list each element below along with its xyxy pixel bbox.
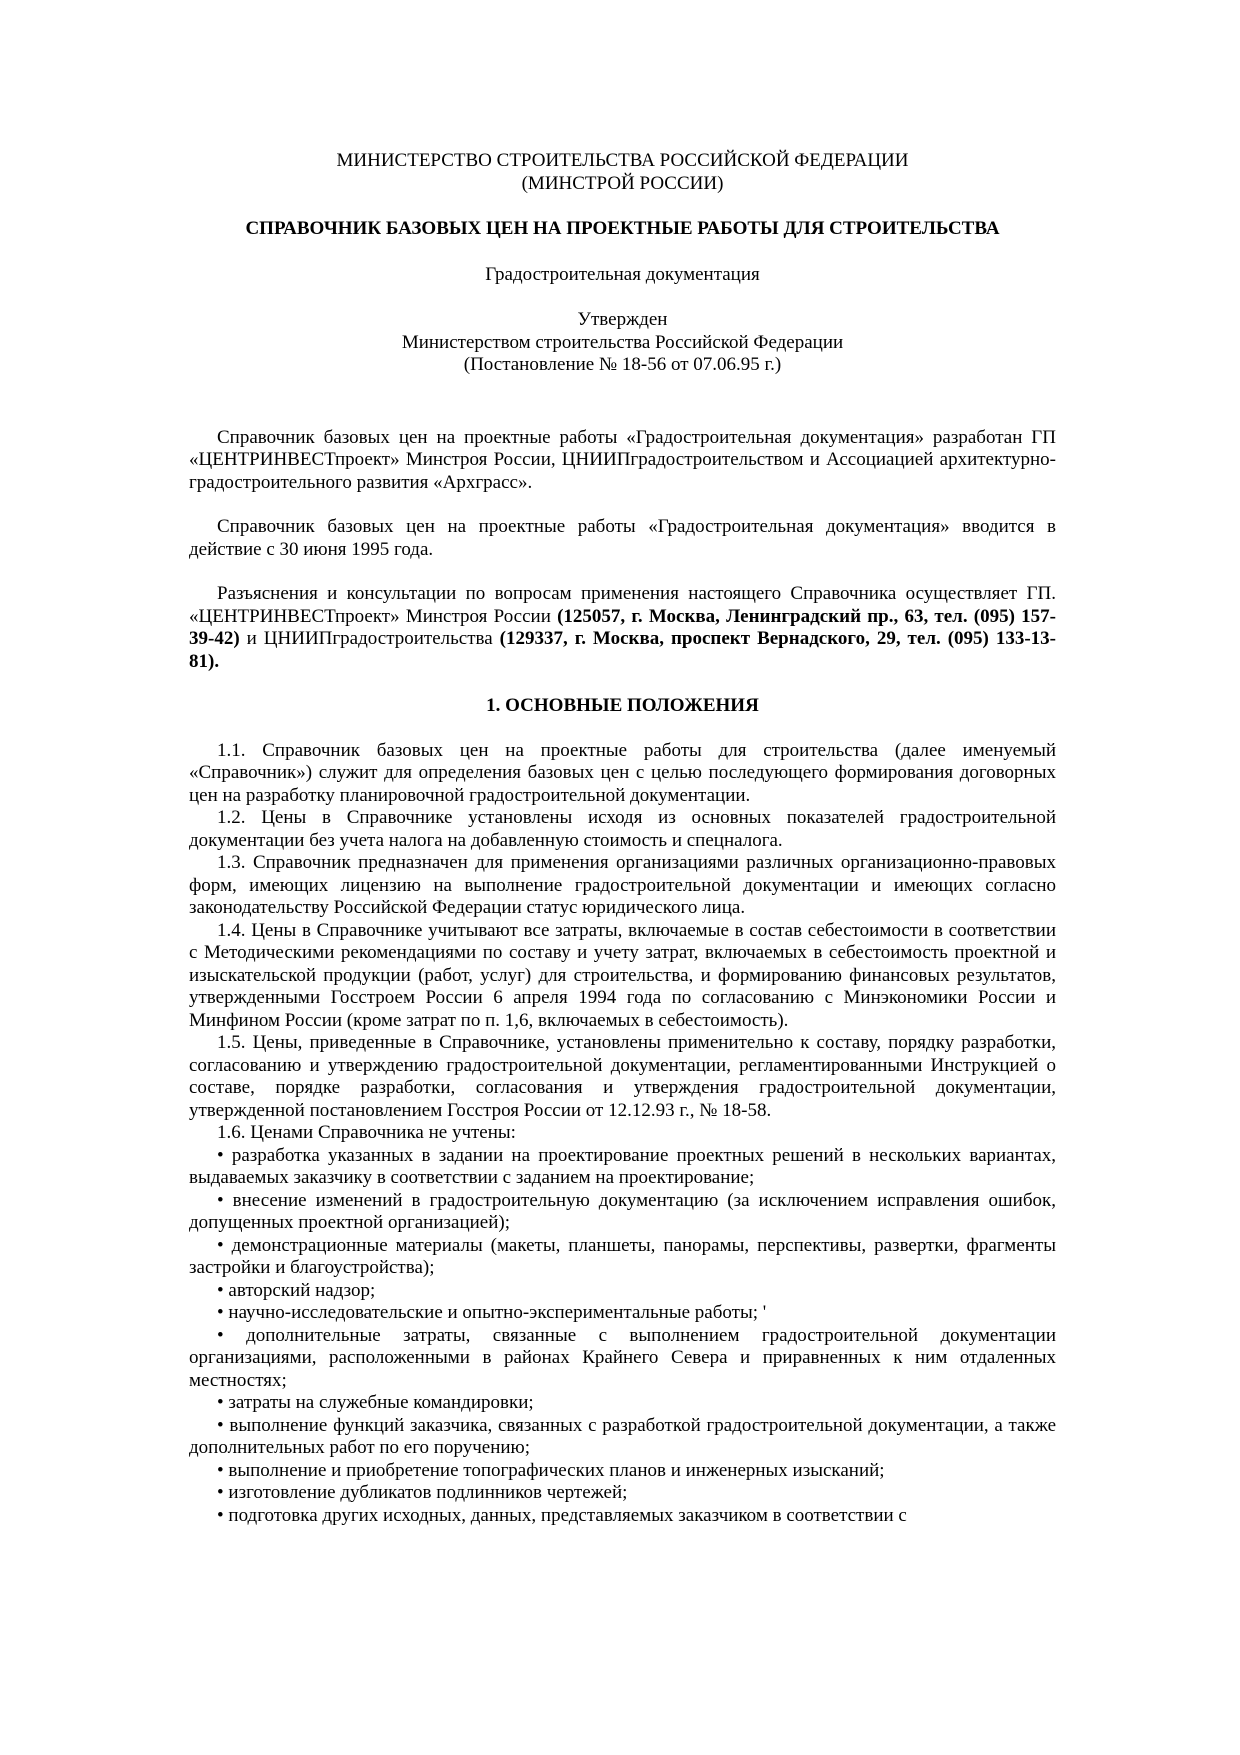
list-item: • подготовка других исходных, данных, представляемых заказчиком в соответствии с bbox=[217, 1504, 907, 1526]
list-item: • затраты на служебные командировки; bbox=[217, 1392, 534, 1413]
contacts-address-1: (125057, г. Москва, Ленинградский пр., 63, тел. (095) 157-39-42) bbox=[189, 605, 1056, 649]
list-item: • авторский надзор; bbox=[217, 1279, 376, 1301]
section-body bbox=[189, 740, 1056, 1528]
approval-line: Министерством строительства Российской Федерации bbox=[401, 331, 844, 353]
clause-paragraph: 1.6. Ценами Справочника не учтены: bbox=[217, 1122, 516, 1143]
approval-line: Утвержден bbox=[577, 309, 668, 330]
contacts-address-2: (129337, г. Москва, проспект Вернадского, 29, тел. (095) 133-13-81). bbox=[189, 628, 1056, 672]
contacts-text: и ЦНИИПградостроительства bbox=[239, 628, 500, 649]
clause-paragraph: 1.1. Справочник базовых цен на проектные работы для строительства (далее именуемый «Справочник») служит для определения базовых цен с целью последующего формирования договорных цен на разработку планировочной градостроительной документации. bbox=[189, 739, 1056, 806]
list-item: • изготовление дубликатов подлинников чертежей; bbox=[217, 1482, 628, 1503]
ministry-abbreviation: (МИНСТРОЙ РОССИИ) bbox=[521, 172, 724, 194]
clause-paragraph: 1.4. Цены в Справочнике учитывают все затраты, включаемые в состав себестоимости в соответствии с Методическими рекомендациями по составу и учету затрат, включаемых в себестоимость проектной и изыскательской продукции (работ, услуг) для строительства, и формированию финансовых результатов, утвержденными Госстроем России 6 апреля 1994 года по согласованию с Минэкономики России и Минфином России (кроме затрат по п. 1,6, включаемых в себестоимость). bbox=[189, 919, 1056, 1031]
clause-paragraph: 1.5. Цены, приведенные в Справочнике, установлены применительно к составу, порядку разработки, согласованию и утверждению градостроительной документации, регламентированными Инструкцией о составе, порядке разработки, согласования и утверждения градостроительной документации, утвержденной постановлением Госстроя России от 12.12.93 г., № 18-58. bbox=[189, 1032, 1056, 1121]
document-title: СПРАВОЧНИК БАЗОВЫХ ЦЕН НА ПРОЕКТНЫЕ РАБОТЫ ДЛЯ СТРОИТЕЛЬСТВА bbox=[245, 218, 1000, 239]
contacts-text: Разъяснения и консультации по вопросам применения настоящего Справочника осуществляет ГП. «ЦЕНТРИНВЕСТпроект» Минстроя России bbox=[189, 583, 1056, 627]
clause-paragraph: 1.2. Цены в Справочнике установлены исходя из основных показателей градостроительной документации без учета налога на добавленную стоимость и спецналога. bbox=[189, 807, 1056, 851]
list-item: • демонстрационные материалы (макеты, планшеты, панорамы, перспективы, развертки, фрагменты застройки и благоустройства); bbox=[189, 1234, 1056, 1278]
intro-paragraph: Справочник базовых цен на проектные работы «Градостроительная документация» вводится в действие с 30 июня 1995 года. bbox=[189, 516, 1056, 560]
list-item: • выполнение функций заказчика, связанных с разработкой градостроительной документации, а также дополнительных работ по его поручению; bbox=[189, 1414, 1056, 1458]
approval-line: (Постановление № 18-56 от 07.06.95 г.) bbox=[463, 354, 782, 375]
approval-block bbox=[189, 309, 1056, 377]
section-heading: 1. ОСНОВНЫЕ ПОЛОЖЕНИЯ bbox=[486, 695, 759, 716]
list-item: • внесение изменений в градостроительную документацию (за исключением исправления ошибок, допущенных проектной организацией); bbox=[189, 1189, 1056, 1233]
contacts-paragraph bbox=[189, 583, 1056, 673]
document-subtitle: Градостроительная документация bbox=[485, 263, 760, 285]
intro-paragraph: Справочник базовых цен на проектные работы «Градостроительная документация» разработан ГП «ЦЕНТРИНВЕСТпроект» Минстроя России, ЦНИИПградостроительством и Ассоциацией архитектурно-градостроительного развития «Архграсс». bbox=[189, 426, 1056, 493]
list-item: • выполнение и приобретение топографических планов и инженерных изысканий; bbox=[217, 1459, 885, 1481]
list-item: • научно-исследовательские и опытно-экспериментальные работы; ' bbox=[217, 1302, 767, 1323]
ministry-header bbox=[189, 150, 1056, 195]
clause-paragraph: 1.3. Справочник предназначен для применения организациями различных организационно-правовых форм, имеющих лицензию на выполнение градостроительной документации и имеющих согласно законодательству Российской Федерации статус юридического лица. bbox=[189, 852, 1056, 918]
list-item: • разработка указанных в задании на проектирование проектных решений в нескольких вариантах, выдаваемых заказчику в соответствии с заданием на проектирование; bbox=[189, 1144, 1056, 1188]
ministry-name: МИНИСТЕРСТВО СТРОИТЕЛЬСТВА РОССИЙСКОЙ ФЕДЕРАЦИИ bbox=[336, 150, 909, 171]
list-item: • дополнительные затраты, связанные с выполнением градостроительной документации организациями, расположенными в районах Крайнего Севера и приравненных к ним отдаленных местностях; bbox=[189, 1324, 1056, 1391]
document-content bbox=[189, 150, 1056, 1527]
